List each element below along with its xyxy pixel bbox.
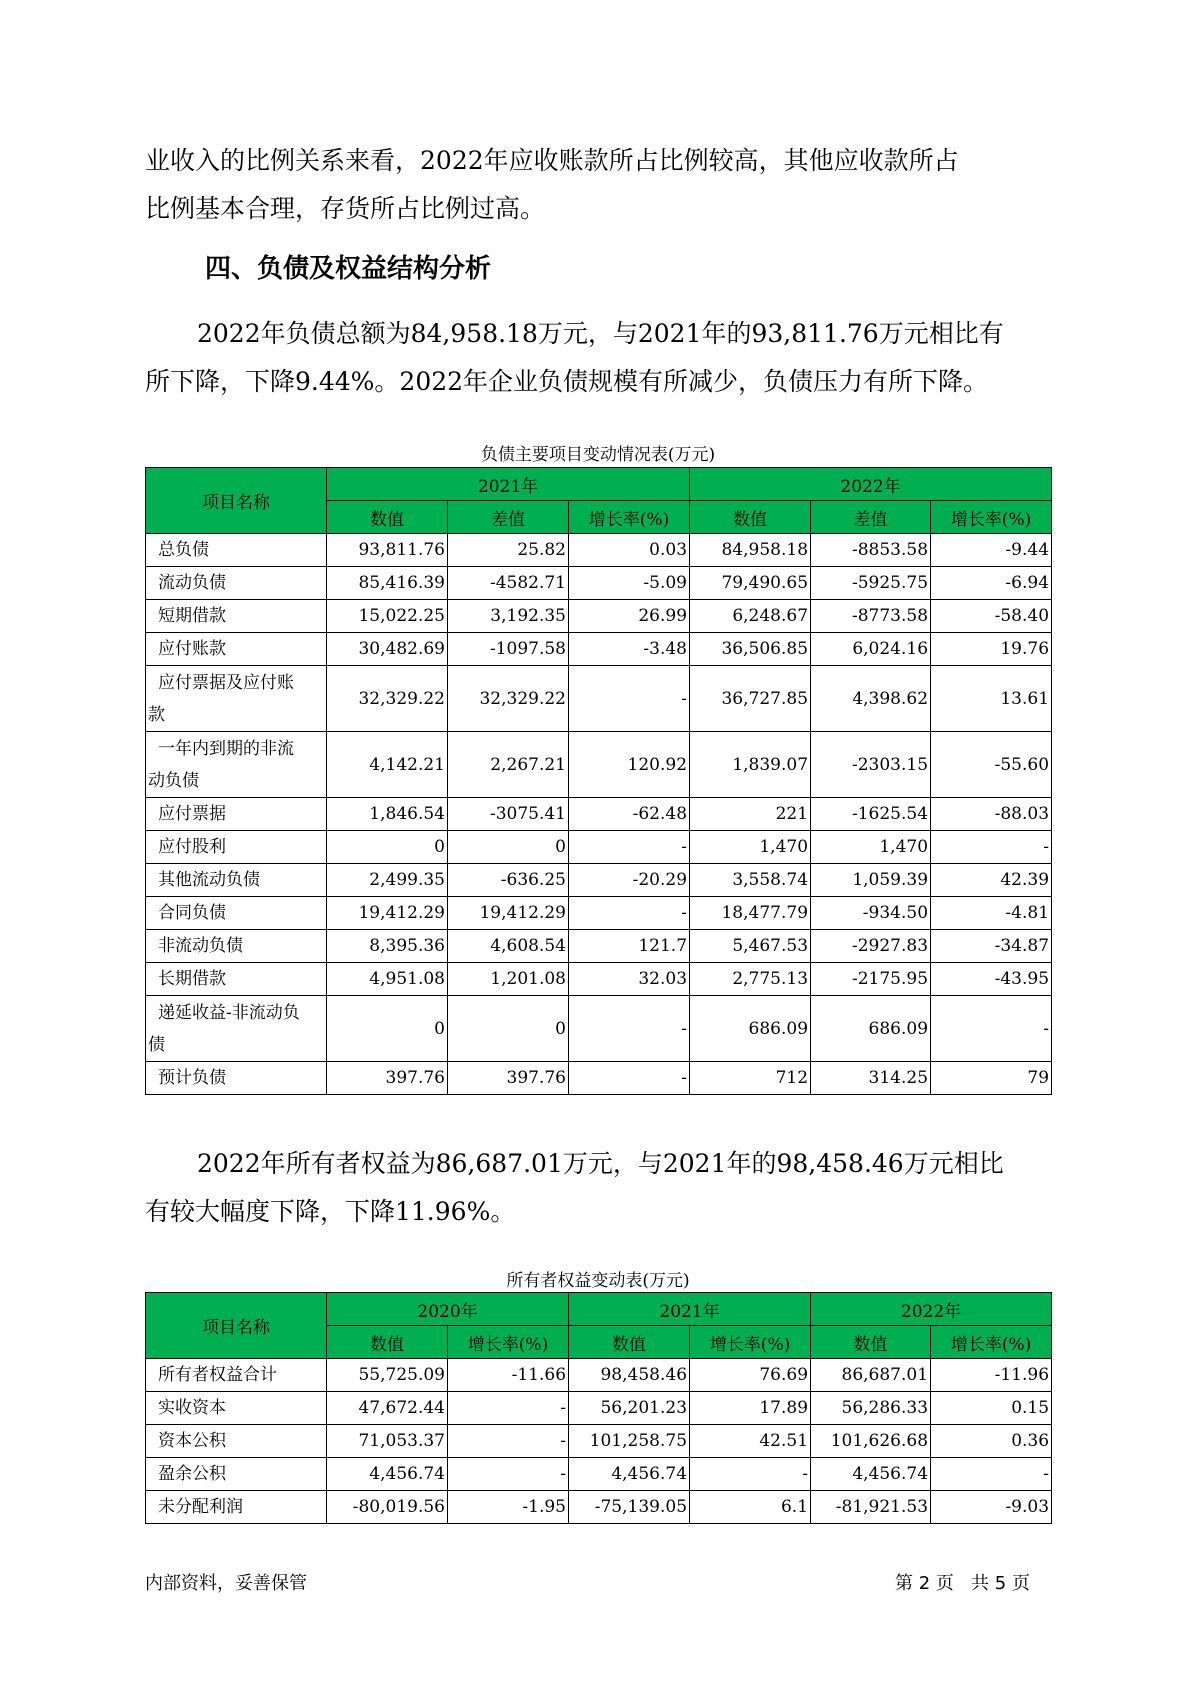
debt-subheader: 增长率(%): [569, 501, 690, 534]
table-row: [146, 1392, 1052, 1425]
table-cell: -20.29: [569, 864, 690, 897]
table-cell: 15,022.25: [327, 600, 448, 633]
table-cell: 13.61: [931, 666, 1052, 732]
equity-table: [145, 1292, 1052, 1524]
table-cell: -636.25: [448, 864, 569, 897]
row-label-line-2: 债: [148, 1034, 165, 1055]
debt-subheader: 数值: [690, 501, 811, 534]
table-cell: 1,846.54: [327, 798, 448, 831]
table-cell: 30,482.69: [327, 633, 448, 666]
table-cell: 56,286.33: [811, 1392, 931, 1425]
debt-paragraph: [145, 310, 1045, 406]
table-row: [146, 798, 1052, 831]
row-label: 应付票据: [146, 798, 327, 831]
equity-subheader: 数值: [569, 1326, 690, 1359]
table-cell: 1,839.07: [690, 732, 811, 798]
table-cell: 25.82: [448, 534, 569, 567]
table-cell: -: [448, 1392, 569, 1425]
table-cell: 0: [327, 831, 448, 864]
table-row: [146, 864, 1052, 897]
table-cell: 686.09: [811, 996, 931, 1062]
table-cell: 2,775.13: [690, 963, 811, 996]
table-row: [146, 930, 1052, 963]
debt-year-header: 2021年: [327, 468, 690, 501]
table-cell: 84,958.18: [690, 534, 811, 567]
equity-table-caption: 所有者权益变动表(万元): [506, 1271, 690, 1291]
equity-subheader: 增长率(%): [690, 1326, 811, 1359]
table-cell: -: [569, 996, 690, 1062]
debt-subheader: 增长率(%): [931, 501, 1052, 534]
table-cell: 85,416.39: [327, 567, 448, 600]
table-cell: 17.89: [690, 1392, 811, 1425]
row-label: 资本公积: [146, 1425, 327, 1458]
table-row: [146, 1458, 1052, 1491]
table-cell: 56,201.23: [569, 1392, 690, 1425]
table-cell: -80,019.56: [327, 1491, 448, 1524]
table-cell: -5.09: [569, 567, 690, 600]
row-label-line-1: 递延收益-非流动负: [158, 1002, 300, 1023]
table-cell: 121.7: [569, 930, 690, 963]
debt-table-caption: 负债主要项目变动情况表(万元): [480, 445, 716, 465]
table-cell: 0.03: [569, 534, 690, 567]
table-cell: 397.76: [327, 1062, 448, 1095]
equity-paragraph-line-2: 有较大幅度下降，下降11.96%。: [145, 1197, 516, 1226]
section-title: 四、负债及权益结构分析: [205, 254, 492, 284]
row-label: 非流动负债: [146, 930, 327, 963]
table-cell: -3075.41: [448, 798, 569, 831]
table-cell: 47,672.44: [327, 1392, 448, 1425]
row-label: [146, 996, 327, 1062]
footer-note: 内部资料，妥善保管: [145, 1573, 307, 1594]
table-cell: -2927.83: [811, 930, 931, 963]
table-cell: -43.95: [931, 963, 1052, 996]
intro-line-1: 业收入的比例关系来看，2022年应收账款所占比例较高，其他应收款所占: [145, 146, 959, 175]
table-cell: -4.81: [931, 897, 1052, 930]
table-cell: 19,412.29: [327, 897, 448, 930]
table-row: [146, 534, 1052, 567]
table-cell: 0.15: [931, 1392, 1052, 1425]
table-cell: 4,456.74: [327, 1458, 448, 1491]
table-row: [146, 831, 1052, 864]
table-row: [146, 666, 1052, 732]
table-row: [146, 600, 1052, 633]
debt-year-header: 2022年: [690, 468, 1052, 501]
table-cell: 2,267.21: [448, 732, 569, 798]
table-cell: 6,248.67: [690, 600, 811, 633]
table-cell: 120.92: [569, 732, 690, 798]
table-cell: -11.66: [448, 1359, 569, 1392]
row-label: [146, 732, 327, 798]
table-cell: 0.36: [931, 1425, 1052, 1458]
table-cell: 2,499.35: [327, 864, 448, 897]
table-cell: 221: [690, 798, 811, 831]
table-cell: 1,470: [811, 831, 931, 864]
table-cell: -81,921.53: [811, 1491, 931, 1524]
table-cell: -1625.54: [811, 798, 931, 831]
equity-year-header: 2022年: [811, 1293, 1052, 1326]
table-cell: -: [931, 996, 1052, 1062]
table-cell: 36,727.85: [690, 666, 811, 732]
table-cell: 86,687.01: [811, 1359, 931, 1392]
row-label: 合同负债: [146, 897, 327, 930]
table-cell: -6.94: [931, 567, 1052, 600]
equity-year-header: 2021年: [569, 1293, 811, 1326]
table-cell: 26.99: [569, 600, 690, 633]
row-label: 应付账款: [146, 633, 327, 666]
row-label: 流动负债: [146, 567, 327, 600]
table-cell: -9.44: [931, 534, 1052, 567]
table-cell: -8773.58: [811, 600, 931, 633]
table-cell: -: [690, 1458, 811, 1491]
table-row: [146, 1425, 1052, 1458]
table-row: [146, 1491, 1052, 1524]
table-cell: 686.09: [690, 996, 811, 1062]
table-cell: 1,201.08: [448, 963, 569, 996]
table-cell: -2175.95: [811, 963, 931, 996]
table-cell: 101,258.75: [569, 1425, 690, 1458]
table-cell: 18,477.79: [690, 897, 811, 930]
table-row: [146, 897, 1052, 930]
intro-line-2: 比例基本合理，存货所占比例过高。: [145, 194, 546, 223]
table-cell: 4,398.62: [811, 666, 931, 732]
table-cell: -75,139.05: [569, 1491, 690, 1524]
table-cell: 3,558.74: [690, 864, 811, 897]
table-row: [146, 963, 1052, 996]
table-cell: 6,024.16: [811, 633, 931, 666]
table-cell: 4,456.74: [569, 1458, 690, 1491]
intro-paragraph: [145, 137, 1045, 233]
row-label-line-2: 动负债: [148, 770, 199, 791]
table-cell: 3,192.35: [448, 600, 569, 633]
equity-subheader: 增长率(%): [448, 1326, 569, 1359]
row-label: 未分配利润: [146, 1491, 327, 1524]
table-cell: -3.48: [569, 633, 690, 666]
debt-paragraph-line-2: 所下降，下降9.44%。2022年企业负债规模有所减少，负债压力有所下降。: [145, 367, 989, 396]
table-cell: -58.40: [931, 600, 1052, 633]
row-label: 所有者权益合计: [146, 1359, 327, 1392]
table-cell: 397.76: [448, 1062, 569, 1095]
table-cell: -: [931, 831, 1052, 864]
row-label: 长期借款: [146, 963, 327, 996]
table-cell: 19,412.29: [448, 897, 569, 930]
table-cell: 98,458.46: [569, 1359, 690, 1392]
table-cell: -: [569, 831, 690, 864]
table-cell: 71,053.37: [327, 1425, 448, 1458]
table-row: [146, 1359, 1052, 1392]
table-cell: -8853.58: [811, 534, 931, 567]
table-cell: 42.39: [931, 864, 1052, 897]
equity-year-header: 2020年: [327, 1293, 569, 1326]
table-cell: -: [569, 1062, 690, 1095]
row-label: 预计负债: [146, 1062, 327, 1095]
table-cell: 0: [448, 996, 569, 1062]
table-cell: 5,467.53: [690, 930, 811, 963]
row-label: 实收资本: [146, 1392, 327, 1425]
table-cell: 76.69: [690, 1359, 811, 1392]
row-label: 总负债: [146, 534, 327, 567]
table-cell: 4,608.54: [448, 930, 569, 963]
debt-paragraph-line-1: 2022年负债总额为84,958.18万元，与2021年的93,811.76万元相比有: [197, 319, 1004, 348]
row-label-line-2: 款: [148, 704, 165, 725]
equity-subheader: 数值: [811, 1326, 931, 1359]
table-cell: -: [569, 666, 690, 732]
table-row: [146, 567, 1052, 600]
debt-item-header: 项目名称: [146, 468, 327, 534]
debt-table: [145, 467, 1052, 1095]
table-cell: 8,395.36: [327, 930, 448, 963]
table-cell: -62.48: [569, 798, 690, 831]
row-label: 短期借款: [146, 600, 327, 633]
equity-paragraph-line-1: 2022年所有者权益为86,687.01万元，与2021年的98,458.46万元相比: [197, 1149, 1004, 1178]
row-label-line-1: 应付票据及应付账: [158, 672, 294, 693]
debt-subheader: 数值: [327, 501, 448, 534]
table-cell: -2303.15: [811, 732, 931, 798]
row-label: 其他流动负债: [146, 864, 327, 897]
table-cell: -: [448, 1425, 569, 1458]
equity-item-header: 项目名称: [146, 1293, 327, 1359]
table-cell: -: [448, 1458, 569, 1491]
equity-subheader: 增长率(%): [931, 1326, 1052, 1359]
table-cell: -88.03: [931, 798, 1052, 831]
table-cell: 79,490.65: [690, 567, 811, 600]
table-cell: 101,626.68: [811, 1425, 931, 1458]
table-cell: 4,456.74: [811, 1458, 931, 1491]
table-cell: 19.76: [931, 633, 1052, 666]
table-cell: 4,951.08: [327, 963, 448, 996]
table-cell: 4,142.21: [327, 732, 448, 798]
table-cell: 42.51: [690, 1425, 811, 1458]
row-label: 盈余公积: [146, 1458, 327, 1491]
table-row: [146, 996, 1052, 1062]
table-cell: 1,059.39: [811, 864, 931, 897]
table-cell: 79: [931, 1062, 1052, 1095]
table-cell: -9.03: [931, 1491, 1052, 1524]
table-cell: 0: [327, 996, 448, 1062]
table-cell: 93,811.76: [327, 534, 448, 567]
table-cell: 0: [448, 831, 569, 864]
page-number: 第 2 页 共 5 页: [895, 1573, 1030, 1594]
table-row: [146, 633, 1052, 666]
table-cell: 55,725.09: [327, 1359, 448, 1392]
row-label-line-1: 一年内到期的非流: [158, 738, 294, 759]
table-row: [146, 732, 1052, 798]
table-cell: -5925.75: [811, 567, 931, 600]
table-cell: 32.03: [569, 963, 690, 996]
table-cell: 32,329.22: [448, 666, 569, 732]
table-cell: -1.95: [448, 1491, 569, 1524]
table-cell: -1097.58: [448, 633, 569, 666]
debt-subheader: 差值: [811, 501, 931, 534]
table-cell: 712: [690, 1062, 811, 1095]
table-cell: 1,470: [690, 831, 811, 864]
table-cell: -11.96: [931, 1359, 1052, 1392]
table-cell: 32,329.22: [327, 666, 448, 732]
row-label: 应付股利: [146, 831, 327, 864]
table-row: [146, 1062, 1052, 1095]
table-cell: 6.1: [690, 1491, 811, 1524]
row-label: [146, 666, 327, 732]
debt-subheader: 差值: [448, 501, 569, 534]
table-cell: 36,506.85: [690, 633, 811, 666]
equity-subheader: 数值: [327, 1326, 448, 1359]
equity-paragraph: [145, 1140, 1045, 1236]
table-cell: -34.87: [931, 930, 1052, 963]
table-cell: -: [569, 897, 690, 930]
table-cell: -55.60: [931, 732, 1052, 798]
table-cell: -934.50: [811, 897, 931, 930]
table-cell: -4582.71: [448, 567, 569, 600]
table-cell: -: [931, 1458, 1052, 1491]
table-cell: 314.25: [811, 1062, 931, 1095]
